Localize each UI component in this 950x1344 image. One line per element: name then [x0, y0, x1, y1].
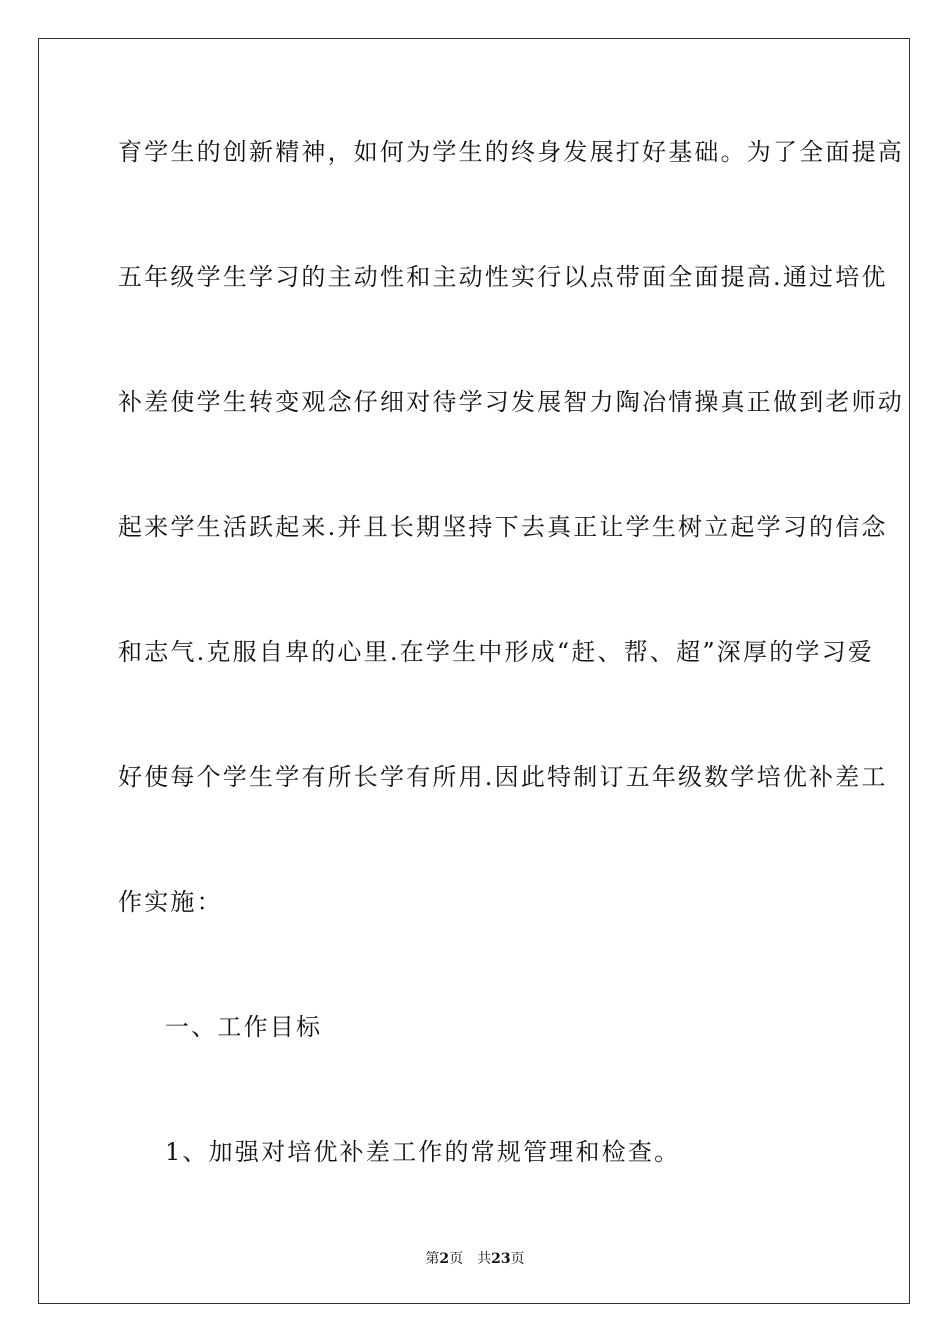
- total-suffix: 页: [510, 1251, 525, 1267]
- paragraph-line-4: 起来学生活跃起来.并且长期坚持下去真正让学生树立起学习的信念: [118, 513, 888, 541]
- page-prefix: 第: [425, 1251, 440, 1267]
- paragraph-line-5: 和志气.克服自卑的心里.在学生中形成“赶、帮、超”深厚的学习爱: [118, 638, 874, 666]
- paragraph-line-3: 补差使学生转变观念仔细对待学习发展智力陶冶情操真正做到老师动: [118, 388, 904, 416]
- page-suffix: 页: [449, 1251, 464, 1267]
- total-prefix: 共: [477, 1251, 492, 1267]
- paragraph-line-1: 育学生的创新精神，如何为学生的终身发展打好基础。为了全面提高: [118, 138, 904, 166]
- paragraph-line-2: 五年级学生学习的主动性和主动性实行以点带面全面提高.通过培优: [118, 263, 888, 291]
- section-heading: 一、工作目标: [165, 1013, 323, 1041]
- page-number: 2: [439, 1251, 450, 1267]
- page-footer: [0, 1248, 950, 1268]
- total-pages: 23: [491, 1251, 511, 1267]
- document-body: [118, 130, 904, 1255]
- list-item-1: 1、加强对培优补差工作的常规管理和检查。: [165, 1138, 681, 1166]
- paragraph-line-7: 作实施：: [118, 888, 223, 916]
- paragraph-line-6: 好使每个学生学有所长学有所用.因此特制订五年级数学培优补差工: [118, 763, 888, 791]
